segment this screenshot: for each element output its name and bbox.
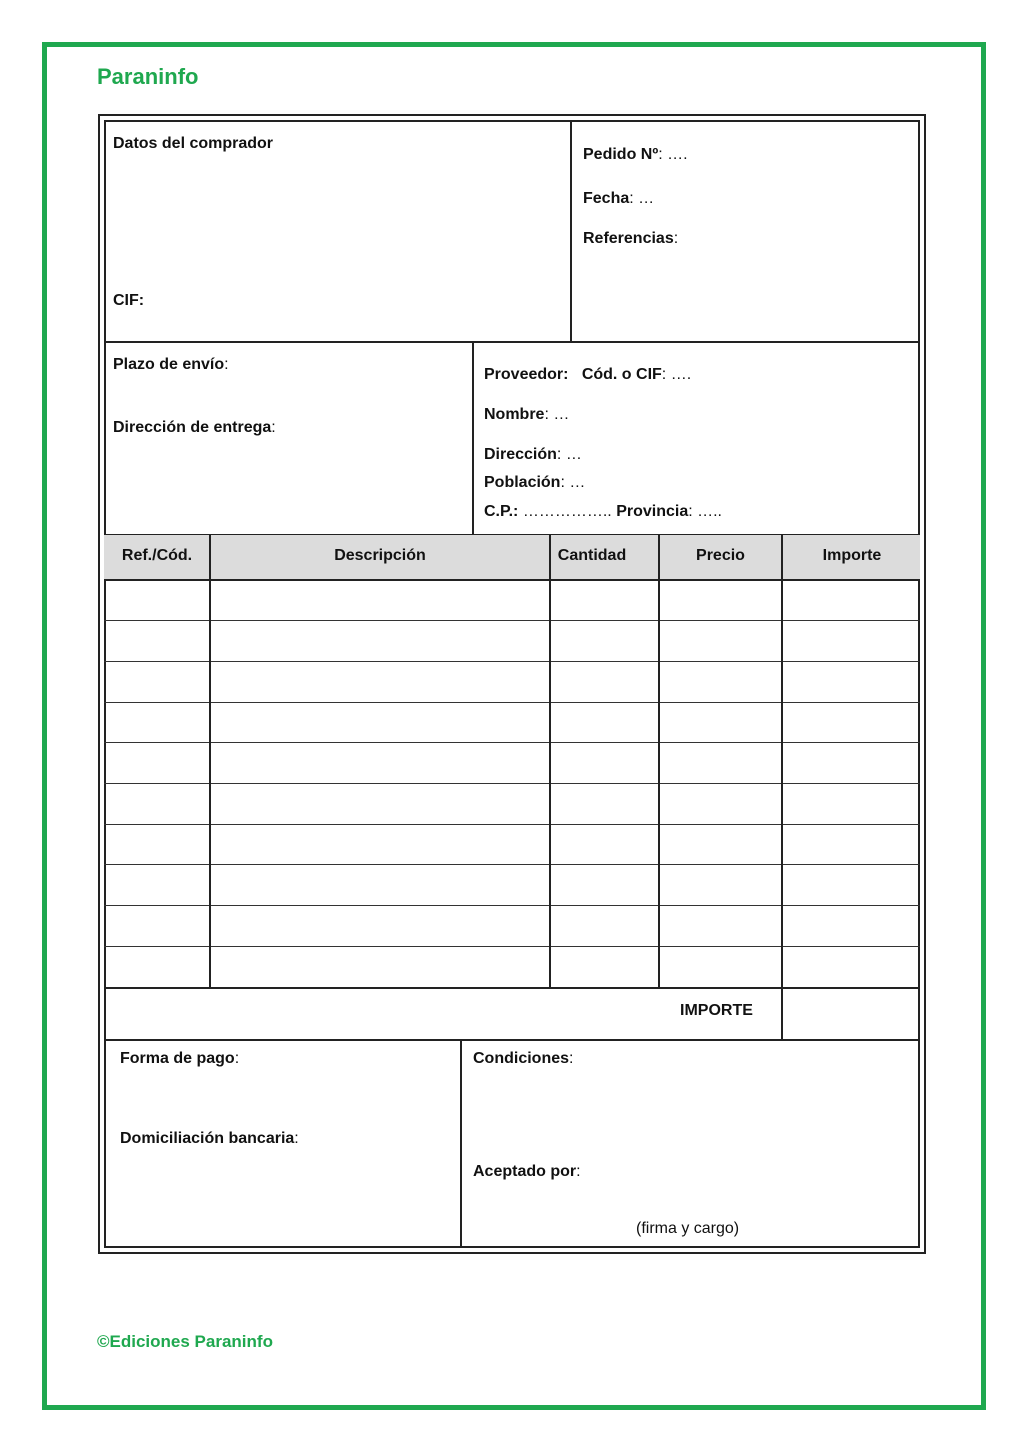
supplier-postal-province: C.P.: …………….. Provincia: ….. [484, 503, 722, 520]
order-references: Referencias: [583, 230, 679, 247]
table-cell-quantity[interactable] [551, 743, 657, 783]
table-cell-quantity[interactable] [551, 906, 657, 946]
buyer-cif-label: CIF: [113, 292, 145, 309]
table-cell-ref[interactable] [106, 947, 208, 986]
table-cell-price[interactable] [660, 743, 780, 783]
table-cell-description[interactable] [211, 784, 548, 824]
brand-title: Paraninfo [97, 64, 199, 89]
shipping-supplier-divider [472, 341, 474, 535]
table-cell-quantity[interactable] [551, 662, 657, 702]
order-number: Pedido Nº: …. [583, 146, 688, 163]
bank-direct-debit: Domiciliación bancaria: [120, 1130, 299, 1147]
table-cell-ref[interactable] [106, 784, 208, 824]
signature-hint: (firma y cargo) [636, 1220, 740, 1237]
table-cell-quantity[interactable] [551, 703, 657, 742]
payment-method: Forma de pago: [120, 1050, 240, 1067]
buyer-data-field[interactable] [106, 122, 568, 340]
supplier-name: Nombre: … [484, 406, 570, 423]
delivery-address: Dirección de entrega: [113, 419, 276, 436]
table-cell-price[interactable] [660, 662, 780, 702]
table-cell-description[interactable] [211, 662, 548, 702]
table-cell-amount[interactable] [783, 906, 918, 946]
table-cell-price[interactable] [660, 703, 780, 742]
table-cell-amount[interactable] [783, 662, 918, 702]
table-cell-description[interactable] [211, 906, 548, 946]
table-cell-description[interactable] [211, 621, 548, 661]
table-cell-description[interactable] [211, 703, 548, 742]
table-cell-price[interactable] [660, 865, 780, 905]
table-cell-description[interactable] [211, 865, 548, 905]
buyer-title: Datos del comprador [113, 135, 274, 152]
table-cell-ref[interactable] [106, 703, 208, 742]
table-cell-price[interactable] [660, 947, 780, 986]
table-cell-ref[interactable] [106, 825, 208, 864]
table-cell-price[interactable] [660, 621, 780, 661]
col-header-description: Descripción [334, 547, 426, 564]
copyright-footer: ©Ediciones Paraninfo [97, 1332, 273, 1351]
table-cell-quantity[interactable] [551, 947, 657, 986]
table-cell-ref[interactable] [106, 662, 208, 702]
table-cell-price[interactable] [660, 825, 780, 864]
order-date: Fecha: … [583, 190, 655, 207]
table-cell-ref[interactable] [106, 865, 208, 905]
table-cell-description[interactable] [211, 580, 548, 620]
buyer-order-divider [570, 120, 572, 342]
table-bottom-rule [104, 987, 920, 989]
supplier-code: Proveedor: Cód. o CIF: …. [484, 366, 692, 383]
table-cell-quantity[interactable] [551, 865, 657, 905]
col-header-ref: Ref./Cód. [121, 547, 193, 564]
table-cell-amount[interactable] [783, 825, 918, 864]
table-cell-ref[interactable] [106, 906, 208, 946]
table-cell-amount[interactable] [783, 947, 918, 986]
table-cell-amount[interactable] [783, 743, 918, 783]
col-header-amount: Importe [822, 547, 882, 564]
table-cell-price[interactable] [660, 784, 780, 824]
total-label: IMPORTE [680, 1002, 753, 1019]
table-cell-quantity[interactable] [551, 825, 657, 864]
table-cell-ref[interactable] [106, 580, 208, 620]
table-cell-quantity[interactable] [551, 621, 657, 661]
table-cell-quantity[interactable] [551, 580, 657, 620]
table-cell-price[interactable] [660, 580, 780, 620]
table-cell-ref[interactable] [106, 621, 208, 661]
table-cell-description[interactable] [211, 743, 548, 783]
table-cell-ref[interactable] [106, 743, 208, 783]
table-cell-quantity[interactable] [551, 784, 657, 824]
supplier-city: Población: … [484, 474, 586, 491]
shipping-term: Plazo de envío: [113, 356, 229, 373]
payment-conditions-divider [460, 1039, 462, 1248]
conditions: Condiciones: [473, 1050, 574, 1067]
total-amount-field[interactable] [784, 990, 918, 1039]
section-divider-1 [104, 341, 920, 343]
table-cell-amount[interactable] [783, 580, 918, 620]
col-header-price: Precio [696, 547, 745, 564]
table-cell-description[interactable] [211, 947, 548, 986]
table-cell-amount[interactable] [783, 865, 918, 905]
table-cell-amount[interactable] [783, 703, 918, 742]
table-cell-price[interactable] [660, 906, 780, 946]
table-cell-amount[interactable] [783, 621, 918, 661]
supplier-address: Dirección: … [484, 446, 582, 463]
total-bottom-rule [104, 1039, 920, 1041]
table-cell-amount[interactable] [783, 784, 918, 824]
col-header-quantity: Cantidad [557, 547, 627, 564]
table-cell-description[interactable] [211, 825, 548, 864]
accepted-by: Aceptado por: [473, 1163, 581, 1180]
